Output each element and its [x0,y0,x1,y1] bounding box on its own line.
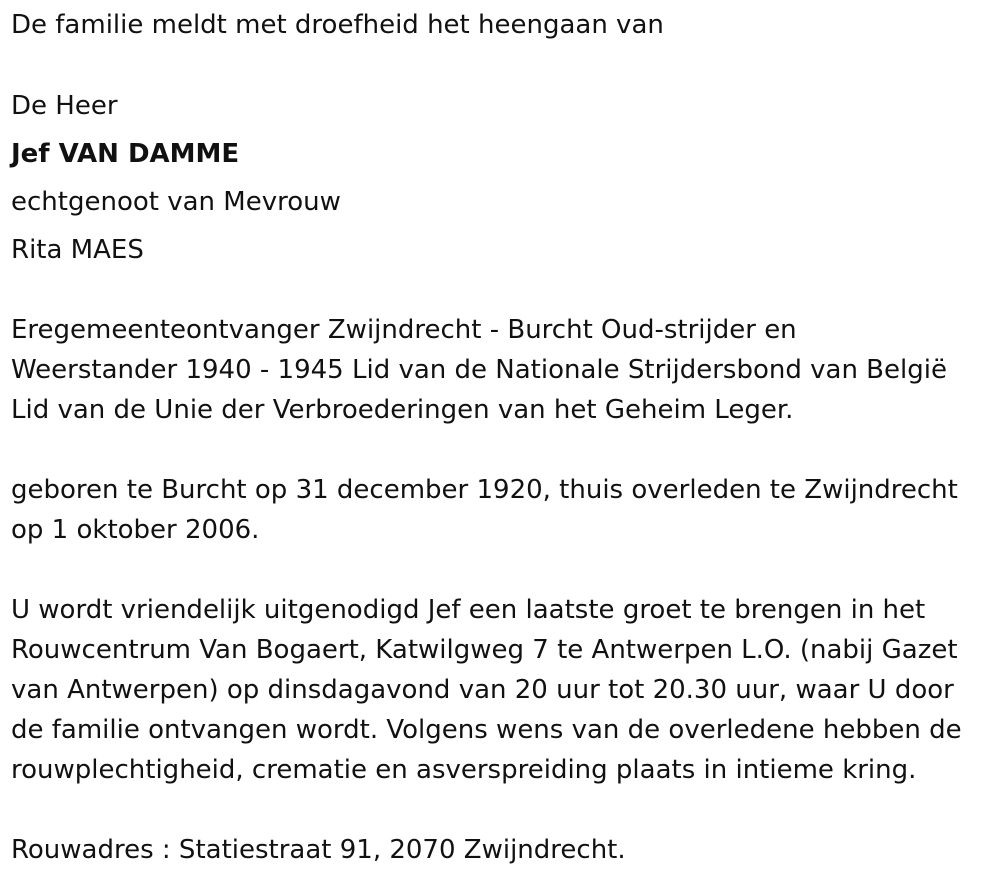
birth-death-line: geboren te Burcht op 31 december 1920, thuis overleden te Zwijndrecht [11,475,958,505]
birth-death-paragraph [11,470,991,550]
invitation-line: U wordt vriendelijk uitgenodigd Jef een laatste groet te brengen in het [11,595,926,625]
invitation-line: van Antwerpen) op dinsdagavond van 20 uur tot 20.30 uur, waar U door [11,675,954,705]
invitation-line: rouwplechtigheid, crematie en asverspreiding plaats in intieme kring. [11,755,917,785]
spouse-name: Rita MAES [11,235,144,265]
birth-death-line: op 1 oktober 2006. [11,515,260,545]
distinctions-line: Weerstander 1940 - 1945 Lid van de Nationale Strijdersbond van België [11,355,947,385]
intro-text: De familie meldt met droefheid het heengaan van [11,10,664,40]
spouse-relation: echtgenoot van Mevrouw [11,187,341,217]
invitation-line: de familie ontvangen wordt. Volgens wens van de overledene hebben de [11,715,962,745]
honorific: De Heer [11,91,118,121]
distinctions-line: Lid van de Unie der Verbroederingen van het Geheim Leger. [11,395,794,425]
invitation-paragraph [11,590,991,790]
deceased-name: Jef VAN DAMME [11,139,240,169]
distinctions-line: Eregemeenteontvanger Zwijndrecht - Burcht Oud-strijder en [11,315,797,345]
invitation-line: Rouwcentrum Van Bogaert, Katwilgweg 7 te Antwerpen L.O. (nabij Gazet [11,635,958,665]
distinctions-paragraph [11,310,991,430]
mourning-address: Rouwadres : Statiestraat 91, 2070 Zwijndrecht. [11,835,626,865]
